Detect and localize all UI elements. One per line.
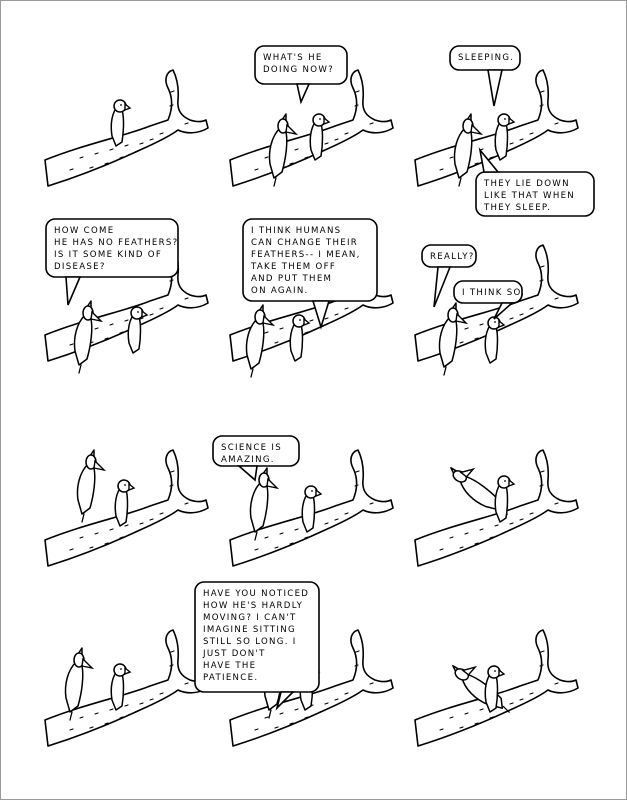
speech-line: IMAGINE SITTING	[203, 625, 296, 635]
comic-panel-2	[230, 46, 393, 186]
speech-bubble	[476, 150, 594, 216]
woodpecker-beak	[286, 125, 296, 134]
speech-line: HOW HE'S HARDLY	[203, 601, 304, 611]
parrot-beak	[129, 484, 134, 490]
speech-line: THEY SLEEP.	[484, 203, 552, 213]
speech-line: CAN CHANGE THEIR	[251, 238, 359, 248]
speech-line: I THINK SO.	[462, 288, 526, 298]
parrot-head	[131, 307, 143, 319]
speech-line: FEATHERS-- I MEAN,	[251, 250, 361, 260]
speech-line: REALLY?	[430, 252, 475, 262]
bubble-tail	[434, 267, 450, 307]
parrot-eye	[137, 311, 139, 313]
woodpecker-beak	[267, 479, 277, 488]
speech-line: DISEASE?	[54, 262, 106, 272]
parrot-eye	[319, 118, 321, 120]
bubble-tail	[239, 466, 257, 480]
woodpecker-leg	[82, 514, 84, 522]
woodpecker-beak	[471, 125, 481, 134]
speech-text	[430, 252, 475, 262]
comic-panel-5	[230, 219, 393, 377]
parrot-head	[488, 666, 500, 678]
parrot-eye	[120, 668, 122, 670]
parrot-eye	[299, 319, 301, 321]
parrot-head	[114, 664, 126, 676]
parrot-beak	[125, 104, 130, 110]
speech-line: MOVING? I CAN'T	[203, 613, 297, 623]
woodpecker-body	[246, 319, 263, 369]
speech-line: STILL SO LONG. I	[203, 637, 297, 647]
parrot-eye	[494, 321, 496, 323]
speech-bubble	[46, 219, 179, 305]
woodpecker-leg	[459, 178, 461, 186]
parrot-head	[305, 486, 317, 498]
speech-bubble	[213, 436, 299, 480]
speech-line: ON AGAIN.	[251, 286, 309, 296]
speech-bubble	[255, 46, 347, 102]
woodpecker-body	[454, 128, 471, 178]
parrot-eye	[494, 670, 496, 672]
woodpecker-body	[269, 128, 286, 178]
speech-line: SCIENCE IS	[221, 443, 282, 453]
parrot-eye	[120, 104, 122, 106]
parrot-head	[293, 315, 305, 327]
comic-panel-6	[415, 245, 578, 375]
comic-panel-9	[415, 450, 578, 566]
comic-panel-12	[415, 630, 578, 746]
speech-line: HAVE THE	[203, 661, 257, 671]
speech-line: PATIENCE.	[203, 673, 259, 683]
comic-panel-3	[415, 46, 594, 216]
comic-panel-1	[45, 70, 208, 186]
speech-line: IS IT SOME KIND OF	[54, 250, 163, 260]
woodpecker-body	[74, 315, 91, 365]
parrot-head	[313, 114, 325, 126]
speech-line: SLEEPING.	[458, 53, 515, 63]
parrot-head	[498, 114, 510, 126]
parrot-beak	[125, 668, 130, 674]
speech-line: LIKE THAT WHEN	[484, 191, 576, 201]
speech-line: THEY LIE DOWN	[484, 179, 570, 189]
parrot-beak	[324, 118, 329, 124]
woodpecker-leg	[444, 367, 446, 375]
parrot-head	[118, 480, 130, 492]
comic-panel-11	[195, 582, 393, 746]
speech-line: TAKE THEM OFF	[251, 262, 337, 272]
parrot-head	[114, 100, 126, 112]
woodpecker-body	[65, 662, 82, 712]
woodpecker-leg	[79, 365, 81, 373]
speech-line: HOW COME	[54, 226, 115, 236]
speech-line: AMAZING.	[221, 455, 275, 465]
parrot-eye	[504, 480, 506, 482]
speech-line: WHAT'S HE	[263, 53, 323, 63]
bubble-tail	[66, 277, 80, 305]
bubble-tail	[297, 84, 309, 102]
comic-panel-8	[213, 436, 393, 566]
parrot-beak	[509, 118, 514, 124]
parrot-eye	[124, 484, 126, 486]
bubble-tail	[488, 70, 502, 106]
speech-text	[462, 288, 525, 298]
woodpecker-leg	[251, 369, 253, 377]
speech-line: AND PUT THEM	[251, 274, 333, 284]
woodpecker-beak	[82, 659, 92, 668]
speech-line: HAVE YOU NOTICED	[203, 589, 310, 599]
parrot-beak	[499, 670, 504, 676]
parrot-eye	[311, 490, 313, 492]
parrot-bird	[290, 315, 309, 361]
parrot-bird	[485, 317, 504, 363]
comic-panel-4	[45, 219, 208, 373]
speech-text	[458, 53, 514, 63]
woodpecker-body	[250, 482, 267, 532]
woodpecker-bird	[77, 450, 104, 522]
woodpecker-leg	[274, 178, 276, 186]
speech-bubble	[195, 582, 319, 708]
speech-line: HE HAS NO FEATHERS?	[54, 238, 179, 248]
speech-line: JUST DON'T	[203, 649, 266, 659]
branch-outline	[45, 70, 208, 186]
comic-panel-10	[45, 630, 208, 746]
comic-panel-7	[45, 450, 208, 566]
parrot-eye	[504, 118, 506, 120]
parrot-beak	[316, 490, 321, 496]
branch	[45, 70, 208, 186]
woodpecker-body	[77, 464, 94, 514]
parrot-head	[498, 476, 510, 488]
speech-line: I THINK HUMANS	[251, 226, 342, 236]
speech-line: DOING NOW?	[263, 65, 334, 75]
speech-bubble	[450, 46, 520, 106]
woodpecker-beak	[94, 461, 104, 470]
parrot-beak	[509, 480, 514, 486]
parrot-bird	[128, 307, 147, 353]
